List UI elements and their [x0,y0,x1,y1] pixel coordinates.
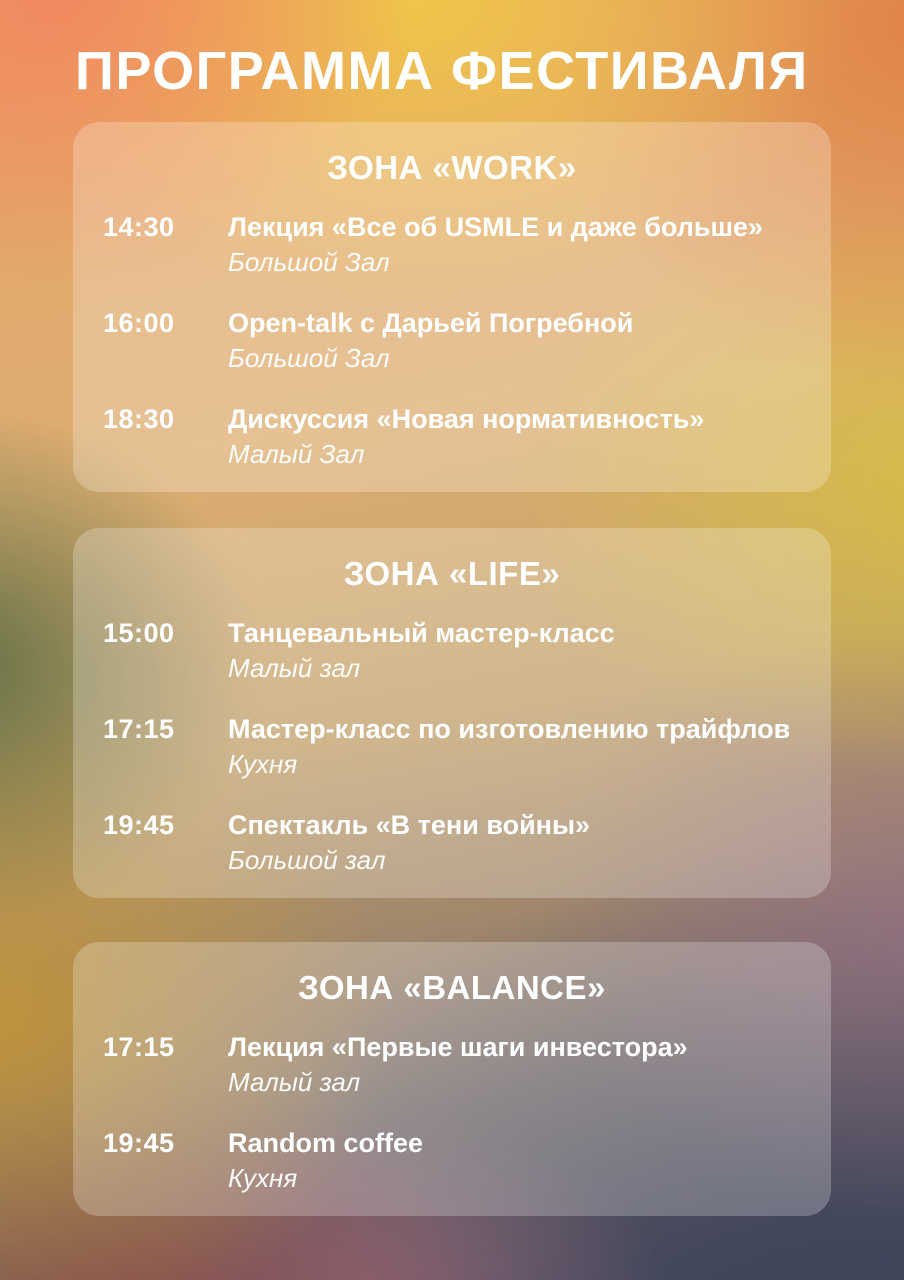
event-venue: Малый зал [228,1067,361,1097]
event-title: Лекция «Первые шаги инвестора» [228,1032,688,1062]
event-row [103,808,801,878]
event-row [103,1030,801,1100]
event-title: Лекция «Все об USMLE и даже больше» [228,212,763,242]
event-time: 17:15 [103,1032,175,1062]
event-desc [228,306,801,376]
event-venue: Большой Зал [228,343,390,373]
zone-card-life [73,528,831,898]
event-title: Open-talk с Дарьей Погребной [228,308,634,338]
zone-title-work: ЗОНА «WORK» [327,149,577,186]
event-row [103,210,801,280]
event-time: 15:00 [103,618,175,648]
event-desc [228,1030,801,1100]
event-time: 14:30 [103,212,175,242]
event-time: 19:45 [103,810,175,840]
event-title: Танцевальный мастер-класс [228,618,615,648]
event-row [103,616,801,686]
event-venue: Большой зал [228,845,386,875]
event-title: Дискуссия «Новая нормативность» [228,404,705,434]
event-title: Спектакль «В тени войны» [228,810,591,840]
event-list [103,616,801,878]
event-venue: Кухня [228,749,298,779]
event-desc [228,808,801,878]
event-time: 16:00 [103,308,175,338]
event-venue: Большой Зал [228,247,390,277]
event-desc [228,402,801,472]
event-desc [228,210,801,280]
event-desc [228,1126,801,1196]
event-time: 19:45 [103,1128,175,1158]
event-list [103,210,801,472]
event-venue: Кухня [228,1163,298,1193]
zone-card-balance [73,942,831,1216]
event-row [103,712,801,782]
event-list [103,1030,801,1196]
event-time: 17:15 [103,714,175,744]
zone-title-life: ЗОНА «LIFE» [343,555,561,592]
event-desc [228,616,801,686]
event-venue: Малый зал [228,653,361,683]
zone-card-work [73,122,831,492]
event-row [103,402,801,472]
event-row [103,1126,801,1196]
page-title: ПРОГРАММА ФЕСТИВАЛЯ [75,41,809,101]
event-title: Random coffee [228,1128,424,1158]
event-venue: Малый Зал [228,439,365,469]
event-title: Мастер-класс по изготовлению трайфлов [228,714,791,744]
zone-title-balance: ЗОНА «BALANCE» [298,969,606,1006]
event-desc [228,712,801,782]
event-time: 18:30 [103,404,175,434]
event-row [103,306,801,376]
